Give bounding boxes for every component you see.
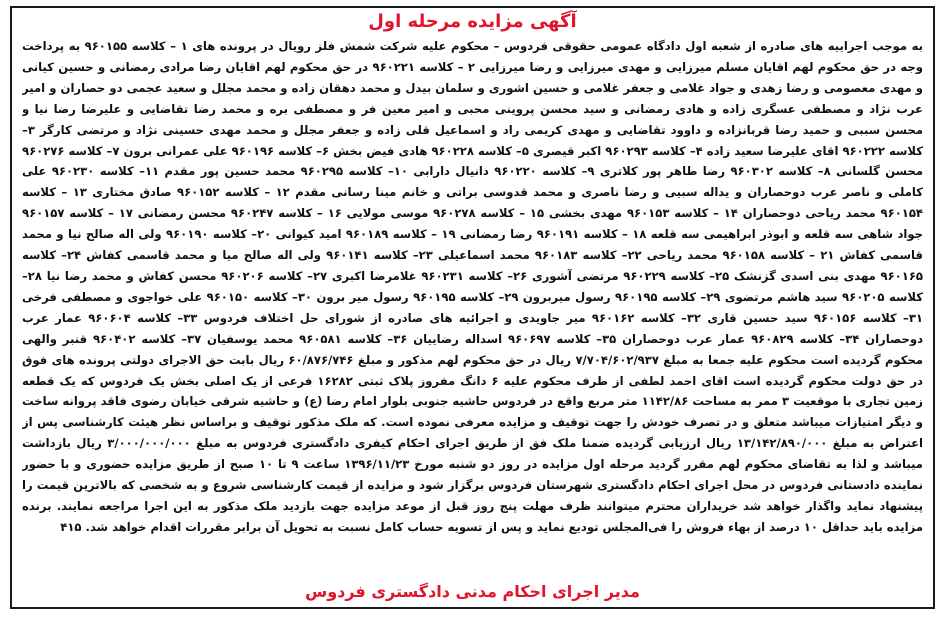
- notice-signature: مدیر اجرای احکام مدنی دادگستری فردوس: [305, 582, 640, 601]
- notice-body: به موجب اجراییه های صادره از شعبه اول دادگاه عمومی حقوقی فردوس – محکوم علیه شرکت شمش فلز رویال در پرونده های ۱ – کلاسه ۹۶۰۱۵۵ به پرداخت وجه در حق محکوم لهم اقایان مسلم میرزایی و مهدی میرزایی و رضا میرزایی ۲ – کلاسه ۹۶۰۲۲۱ در حق محکوم لهم اقایان رضا مرادی رمضانی و حسین کیانی و مهدی معصومی و رضا زهدی و جواد غلامی و جعفر غلامی و حسین اشوری و سلمان بیدل و محمد دهقان زاده و محمد مجلل و سعید عجمی دو حصاران و امیر عرب نژاد و مصطفی عسگری زاده و هادی رمضانی و سید محسن پروینی محبی و امیر معین فر و مصطفی بره و محمد رضا تقاضایی و علیرضا رضا نیا و محسن سببی و حمید رضا قربانزاده و داوود تقاضایی و مهدی کریمی راد و اسماعیل قلی زاده و جعفر مجلل و محمد مهدی حسینی نژاد و مرتضی کارگر ۳– کلاسه ۹۶۰۲۲۲ اقای علیرضا سعید زاده ۴– کلاسه ۹۶۰۲۹۳ اکبر قیصری ۵– کلاسه ۹۶۰۲۲۸ هادی فیض بخش ۶– کلاسه ۹۶۰۱۹۶ علی عمرانی برون ۷– کلاسه ۹۶۰۲۷۶ محسن گلسانی ۸– کلاسه ۹۶۰۳۰۲ رضا طاهر پور کلاتری ۹– کلاسه ۹۶۰۲۲۰ دانیال دارابی ۱۰– کلاسه ۹۶۰۲۹۵ محمد حسین پور مقدم ۱۱– کلاسه ۹۶۰۲۳۰ علی کاملی و ناصر عرب دوحصاران و یداله سبیی و رضا ناصری و محمد قدوسی براتی و خانم مینا رسانی مقدم ۱۲ – کلاسه ۹۶۰۱۵۲ صادق مختاری ۱۳ – کلاسه ۹۶۰۱۵۴ محمد ریاحی دوحصاران ۱۴ – کلاسه ۹۶۰۱۵۳ مهدی بخشی ۱۵ – کلاسه ۹۶۰۲۷۸ موسی مولایی ۱۶ – کلاسه ۹۶۰۲۴۷ محسن رمضانی ۱۷ – کلاسه ۹۶۰۱۵۷ جواد شاهی سه قلعه و ابوذر ابراهیمی سه قلعه ۱۸ – کلاسه ۹۶۰۱۹۱ رضا رمضانی ۱۹ – کلاسه ۹۶۰۱۸۹ امید کیوانی ۲۰– کلاسه ۹۶۰۱۹۰ ولی اله صالح نیا و محمد قاسمی کفاش ۲۱ – کلاسه ۹۶۰۱۵۸ محمد ریاحی ۲۲– کلاسه ۹۶۰۱۸۳ محمد اسماعیلی ۲۳– کلاسه ۹۶۰۱۴۱ ولی اله صالح میا و محمد قاسمی کفاش ۲۴– کلاسه ۹۶۰۱۶۵ مهدی بنی اسدی گزنشک ۲۵– کلاسه ۹۶۰۲۲۹ مرتضی آشوری ۲۶– کلاسه ۹۶۰۲۳۱ غلامرضا اکبری ۲۷– کلاسه ۹۶۰۲۰۶ محسن کفاش و محمد رضا نیا ۲۸– کلاسه ۹۶۰۲۰۵ سید هاشم مرتضوی ۲۹– کلاسه ۹۶۰۱۹۵ رسول میربرون ۲۹– کلاسه ۹۶۰۱۹۵ رسول میر برون ۳۰– کلاسه ۹۶۰۱۵۰ علی خواجوی و مصطفی فرخی ۳۱– کلاسه ۹۶۰۱۵۶ سید حسین قاری ۳۲– کلاسه ۹۶۰۱۶۲ میر جاویدی و اجرائیه های صادره از شورای حل اختلاف فردوس ۳۳– کلاسه ۹۶۰۶۰۴ عمار عرب دوحصاران ۳۴– کلاسه ۹۶۰۸۲۹ عمار عرب دوحصاران ۳۵– کلاسه ۹۶۰۶۹۷ اسداله رضاییان ۳۶– کلاسه ۹۶۰۵۸۱ محمد یوسفیان ۳۷– کلاسه ۹۶۰۴۰۲ قنبر والهی محکوم گردیده است محکوم علیه جمعا به مبلغ ۷/۷۰۴/۶۰۲/۹۳۷ ریال در حق محکوم لهم مذکور و مبلغ ۶۰/۸۷۶/۷۴۶ ریال بابت حق الاجرای دولتی پرونده های فوق در حق دولت محکوم گردیده است اقای احمد لطفی از طرف محکوم علیه ۶ دانگ مفروز پلاک ثبتی ۱۶۲۸۲ فرعی از یک اصلی بخش یک فردوس که یک قطعه زمین تجاری با موقعیت ۳ ممر به مساحت ۱۱۴۲/۸۶ متر مربع واقع در فردوس حاشیه جنوبی بلوار امام رضا (ع) و حاشیه شرقی خیابان رضوی فاقد پروانه ساخت و دیگر امتیازات میباشد متعلق و در تصرف خودش را جهت توقیف و مزایده معرفی نموده است. که ملک مذکور توقیف و براساس نظر هیئت کارشناسی پس از اعتراض به مبلغ ۱۳/۱۴۲/۸۹۰/۰۰۰ ریال ارزیابی گردیده ضمنا ملک فق از طریق اجرای احکام کیفری دادگستری فردوس به مبلغ ۳/۰۰۰/۰۰۰/۰۰۰ ریال بازداشت میباشد و لذا به تقاضای محکوم لهم مقرر گردید مرحله اول مزایده در روز دو شنبه مورخ ۱۳۹۶/۱۱/۲۳ ساعت ۹ تا ۱۰ صبح از طریق مزایده حضوری و با حضور نماینده دادستانی فردوس در محل اجرای احکام دادگستری شهرستان فردوس برگزار شود و مزایده از قیمت کارشناسی شروع و به شخصی که بالاترین قیمت را پیشنهاد نماید واگذار خواهد شد خریداران محترم میتوانند ظرف مهلت پنج روز قبل از موعد مزایده جهت بازدید ملک مذکور به این اجرا مراجعه نمایند. برنده مزایده باید حداقل ۱۰ درصد از بهاء فروش را فی‌المجلس تودیع نماید و پس از تسویه حساب کامل نسبت به تحویل آن برابر مقررات اقدام خواهد شد. ۴۱۵: [22, 39, 923, 534]
- notice-frame: [10, 6, 935, 609]
- notice-title: آگهی مزایده مرحله اول: [368, 11, 577, 32]
